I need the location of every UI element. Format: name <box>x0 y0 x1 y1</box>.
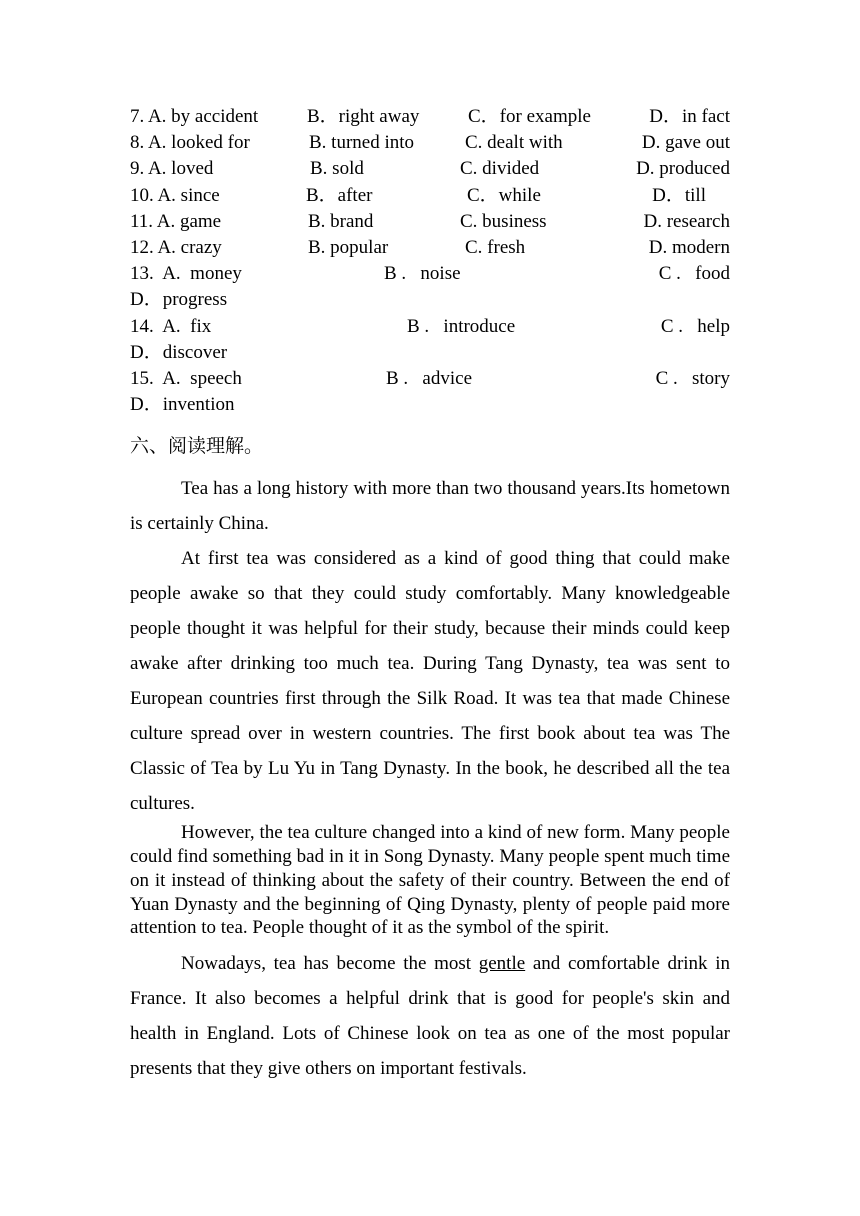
option-d: D. produced <box>636 158 730 180</box>
option-c: C．for example <box>468 106 591 127</box>
option-d: D. modern <box>648 236 730 258</box>
option-b: B. brand <box>308 210 374 232</box>
option-c: C . help <box>660 315 730 337</box>
option-b: B . advice <box>386 367 473 389</box>
question-row-13-cont <box>130 287 730 313</box>
question-row-11 <box>130 209 730 235</box>
option-b: B . introduce <box>407 315 516 337</box>
question-row-12 <box>130 235 730 261</box>
option-a: 10. A. since <box>130 184 220 206</box>
options-list <box>130 104 730 418</box>
paragraph-2: At first tea was considered as a kind of good thing that could make people awake so that they could study comfortably. Many knowledgeable people thought it was helpful for their study, because their minds could keep awake after drinking too much tea. During Tang Dynasty, tea was sent to European countries first through the Silk Road. It was tea that made Chinese culture spread over in western countries. The first book about tea was The Classic of Tea by Lu Yu in Tang Dynasty. In the book, he described all the tea cultures. <box>130 548 730 815</box>
question-row-14 <box>130 314 730 340</box>
paragraph-4 <box>130 946 730 1086</box>
option-b: B. sold <box>310 158 364 180</box>
option-a: 9. A. loved <box>130 158 214 180</box>
paragraph-1: Tea has a long history with more than two thousand years.Its hometown is certainly China. <box>130 478 730 535</box>
option-c: C. divided <box>460 158 540 180</box>
option-d: D. gave out <box>641 132 730 154</box>
option-b: B．after <box>306 184 373 206</box>
option-b: B. popular <box>308 236 389 258</box>
option-c: C．while <box>467 184 541 206</box>
option-a: 8. A. looked for <box>130 132 250 154</box>
question-row-10 <box>130 183 730 209</box>
option-b: B. turned into <box>309 132 415 154</box>
option-c: C. fresh <box>465 236 526 258</box>
question-row-15-cont <box>130 392 730 418</box>
paragraph-4-start: Nowadays, tea has become the most <box>181 953 479 975</box>
option-a: 7. A. by accident <box>130 106 259 127</box>
option-d: D．till <box>652 184 706 206</box>
option-c: C. dealt with <box>465 132 563 154</box>
option-a: 12. A. crazy <box>130 236 222 258</box>
option-b: B . noise <box>384 263 461 285</box>
option-c: C. business <box>460 210 547 232</box>
underlined-word: gentle <box>478 953 526 975</box>
option-c: C . story <box>655 367 730 389</box>
document-content <box>130 104 730 1086</box>
question-row-7 <box>130 104 730 130</box>
question-row-14-cont <box>130 340 730 366</box>
option-a: 14. A. fix <box>130 315 212 337</box>
option-a: 15. A. speech <box>130 367 242 389</box>
option-a: 11. A. game <box>130 210 222 232</box>
question-row-15 <box>130 366 730 392</box>
paragraph-3: However, the tea culture changed into a kind of new form. Many people could find something bad in it in Song Dynasty. Many people spent much time on it instead of thinking about the safety of their country. Between the end of Yuan Dynasty and the beginning of Qing Dynasty, plenty of people paid more attention to tea. People thought of it as the symbol of the spirit. <box>130 822 730 939</box>
paragraph-4-end: and comfortable drink in France. It also becomes a helpful drink that is good for people's skin and health in England. Lots of Chinese look on tea as one of the most popular presents that they give others on important festivals. <box>130 953 731 1080</box>
option-d: D．invention <box>130 394 235 416</box>
section-title: 六、阅读理解。 <box>130 436 264 458</box>
option-c: C . food <box>658 263 730 285</box>
question-row-13 <box>130 261 730 287</box>
option-d: D．progress <box>130 289 228 311</box>
question-row-9 <box>130 156 730 182</box>
option-d: D．discover <box>130 341 228 363</box>
question-row-8 <box>130 130 730 156</box>
option-a: 13. A. money <box>130 263 242 285</box>
option-d: D．in fact <box>649 106 730 127</box>
option-d: D. research <box>643 210 730 232</box>
option-b: B．right away <box>307 106 420 127</box>
